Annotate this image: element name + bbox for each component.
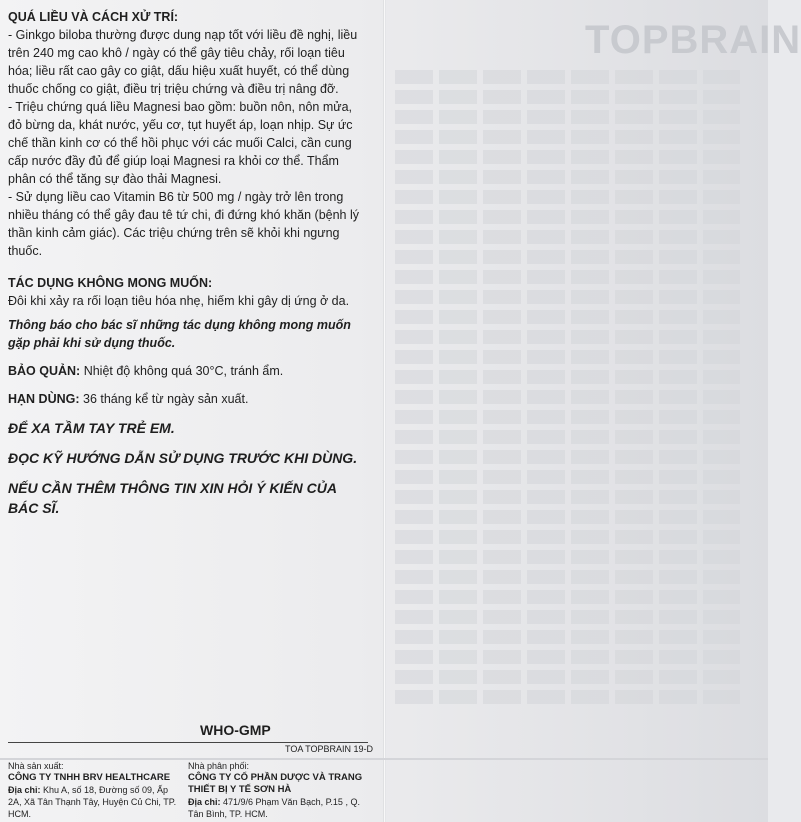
manufacturer-block — [8, 760, 178, 820]
distributor-company: CÔNG TY CỔ PHẦN DƯỢC VÀ TRANG THIẾT BỊ Y TẾ SƠN HÀ — [188, 772, 363, 795]
expiry-line — [8, 390, 368, 408]
side-effects-heading: TÁC DỤNG KHÔNG MONG MUỐN: — [8, 276, 213, 290]
leaflet-left-column — [8, 8, 368, 518]
warning-ask-doctor: NẾU CẦN THÊM THÔNG TIN XIN HỎI Ý KIẾN CỦA BÁC SĨ. — [8, 480, 337, 516]
warning-read-instructions: ĐỌC KỸ HƯỚNG DẪN SỬ DỤNG TRƯỚC KHI DÙNG. — [8, 450, 358, 466]
storage-text: Nhiệt độ không quá 30°C, tránh ẩm. — [80, 364, 284, 378]
distributor-block — [188, 760, 376, 820]
manufacturer-address-text: Khu A, số 18, Đường số 09, Ấp 2A, Xã Tân Thạnh Tây, Huyện Củ Chi, TP. HCM. — [8, 785, 177, 819]
overdose-ginkgo-paragraph: - Ginkgo biloba thường được dung nạp tốt với liều đề nghị, liều trên 240 mg cao khô / ngày có thể gây tiêu chảy, rối loạn tiêu hóa; liều rất cao gây co giật, dấu hiệu xuất huyết, có thể dùng thuốc chống co giật, điều trị triệu chứng và điều trị nâng đỡ. — [8, 28, 358, 96]
footer-divider — [8, 742, 368, 743]
expiry-text: 36 tháng kể từ ngày sản xuất. — [79, 392, 249, 406]
distributor-address-text: 471/9/6 Phạm Văn Bạch, P.15 , Q. Tân Bình, TP. HCM. — [188, 797, 360, 819]
overdose-vitamin-b6-paragraph: - Sử dụng liều cao Vitamin B6 từ 500 mg / ngày trở lên trong nhiều tháng có thể gây đau tê tứ chi, đi đứng khó khăn (bệnh lý thần kinh cảm giác). Các triệu chứng trên sẽ khỏi khi ngưng thuốc. — [8, 190, 360, 258]
storage-line — [8, 362, 368, 380]
side-effects-notice: Thông báo cho bác sĩ những tác dụng không mong muốn gặp phải khi sử dụng thuốc. — [8, 318, 351, 350]
show-through-title: TOPBRAIN — [585, 18, 801, 62]
distributor-label: Nhà phân phối: — [188, 761, 250, 771]
gmp-mark: WHO-GMP — [200, 722, 271, 738]
distributor-address-label: Địa chỉ: — [188, 797, 221, 807]
side-effects-text: Đôi khi xảy ra rối loạn tiêu hóa nhẹ, hiếm khi gây dị ứng ở da. — [8, 294, 350, 308]
warning-keep-away: ĐỂ XA TẦM TAY TRẺ EM. — [8, 420, 175, 436]
show-through-text — [395, 70, 740, 710]
overdose-heading: QUÁ LIỀU VÀ CÁCH XỬ TRÍ: — [8, 10, 179, 24]
manufacturer-label: Nhà sản xuất: — [8, 761, 64, 771]
manufacturer-address — [8, 784, 178, 820]
storage-label: BẢO QUẢN: — [8, 364, 81, 378]
manufacturer-address-label: Địa chỉ: — [8, 785, 41, 795]
distributor-address — [188, 796, 376, 820]
overdose-magnesium-paragraph: - Triệu chứng quá liều Magnesi bao gồm: buồn nôn, nôn mửa, đỏ bừng da, khát nước, yếu cơ, tụt huyết áp, loạn nhịp. Sự ức chế thần kinh cơ có thể hồi phục với các muối Calci, cần cung cấp nước đầy đủ để giúp loại Magnesi ra khỏi cơ thể. Thẩm phân có thể tăng sự đào thải Magnesi. — [8, 100, 353, 186]
fold-line-vertical — [383, 0, 386, 822]
expiry-label: HẠN DÙNG: — [8, 392, 80, 406]
document-code: TOA TOPBRAIN 19-D — [285, 744, 374, 754]
manufacturer-company: CÔNG TY TNHH BRV HEALTHCARE — [8, 772, 171, 783]
